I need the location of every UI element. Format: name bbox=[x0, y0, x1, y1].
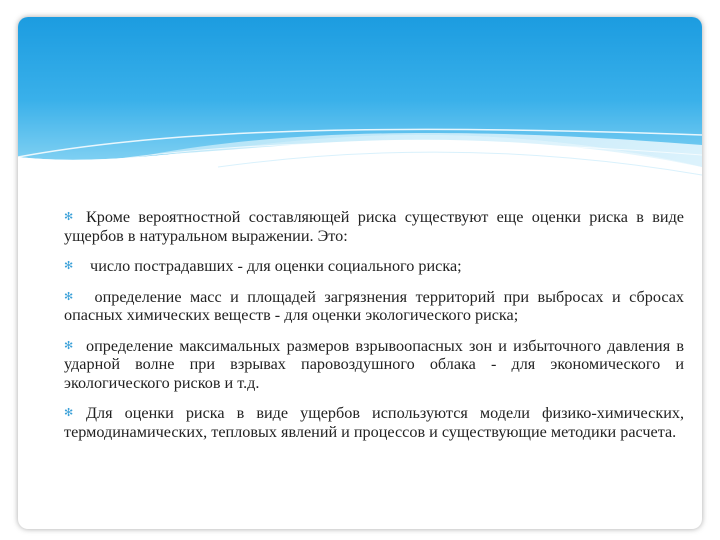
bullet-icon: ✻ bbox=[64, 260, 74, 272]
list-item bbox=[64, 404, 684, 441]
bullet-icon: ✻ bbox=[64, 407, 74, 419]
list-item bbox=[64, 337, 684, 393]
bullet-icon: ✻ bbox=[64, 339, 74, 352]
list-item bbox=[64, 257, 684, 276]
bullet-icon: ✻ bbox=[64, 211, 74, 223]
bullet-list bbox=[64, 208, 684, 453]
list-item-text: число пострадавших - для оценки социального риска; bbox=[86, 257, 462, 275]
header-wave-banner bbox=[18, 17, 702, 202]
list-item bbox=[64, 288, 684, 325]
list-item bbox=[64, 208, 684, 245]
slide bbox=[18, 17, 702, 529]
list-item-text: определение масс и площадей загрязнения территорий при выбросах и сбросах опасных химических веществ - для оценки экологического риска; bbox=[64, 287, 684, 324]
list-item-text: Для оценки риска в виде ущербов используются модели физико-химических, термодинамических, тепловых явлений и процессов и существующие методики расчета. bbox=[64, 404, 684, 441]
bullet-icon: ✻ bbox=[64, 290, 74, 303]
list-item-text: Кроме вероятностной составляющей риска существуют еще оценки риска в виде ущербов в натуральном выражении. Это: bbox=[64, 208, 684, 245]
list-item-text: определение максимальных размеров взрывоопасных зон и избыточного давления в ударной волне при взрывах паровоздушного облака - для экономического и экологического рисков и т.д. bbox=[64, 336, 684, 392]
